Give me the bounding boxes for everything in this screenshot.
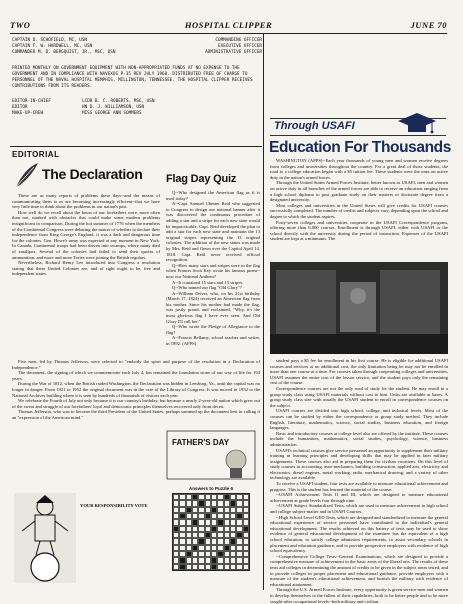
usafi-banner xyxy=(270,118,446,136)
paragraph: These are as many reports of problems these days--and the means of communicating them to us are becoming increasingly efficient--that we have very little time to think about the problems in our nation's past. xyxy=(12,193,160,210)
declaration-column xyxy=(12,193,160,358)
section-rule xyxy=(10,146,262,147)
crossword-cell xyxy=(243,564,249,570)
officer-name: CAPTAIN D. SCHOFIELD, MC, USN xyxy=(12,38,88,43)
paragraph: The document, the signing of which we commemorate each July 4, has remained the foundation stone of our way of life for 194 years. xyxy=(12,370,260,381)
column-divider xyxy=(263,34,264,590)
fathers-day-graphic xyxy=(166,430,256,480)
paragraph: Correspondence courses are not the only road of study for the student. He may enroll in a group study class using USAFI materials without cost to him. Units are available at bases. A group study class size with usually the USAFI student to enroll in correspondence courses on the subject. xyxy=(270,385,448,408)
usafi-banner-title: Through USAFI xyxy=(274,120,355,132)
officer-name: CAPTAIN F. W. HARDWELL, MC, USN xyxy=(12,44,93,49)
paragraph: --High School Level GED Tests, which are designed and standardized to measure the general educational experience of service personnel have contributed to the individual's general educational development. The results achieved on this battery of tests may be used to show evidence of general educational development of the examinee has the equivalent of a high school education, to satisfy college admission requirements, to assist secondary schools in placement and education guidance, and to provide prospective employers with evidence of high school equivalency. xyxy=(270,514,448,554)
officer-row xyxy=(12,50,262,56)
vote-cartoon xyxy=(14,493,76,583)
crossword-grid xyxy=(172,493,250,571)
paragraph: To receive a USAFI student, four tests are available to measure educational achievement and progress. This is the student has learned the material of the course. xyxy=(270,481,448,492)
page-header xyxy=(10,20,447,32)
paragraph: During the War of 1812, when the British raided Washington, the Declaration was hidden in Leesburg, Va., until the capital was no longer in danger. From 1921 to 1952 the original document was in the care of the Library of Congress. It was moved in 1952 to the National Archives building where it is seen by hundreds of thousands of visitors each year. xyxy=(12,381,260,398)
newspaper-title: HOSPITAL CLIPPER xyxy=(184,20,273,30)
quiz-item: Q--Who wrote the Pledge of Allegiance to the flag? xyxy=(166,324,260,335)
paragraph: --Comprehensive College Tests--General Examinations, which are designed to provide a comprehensive measure of achievement in the basic areas of the liberal arts. The results of these tests aid colleges in determining the amount of credits to be given in the subject areas tested, and to provide colleges in proper placement and educational guidance, provide employers with a measure of the student's educational achievement, and furnish the military with evidence of educational attainment. xyxy=(270,553,448,587)
officer-role: COMMANDING OFFICER xyxy=(215,38,262,43)
paragraph: USAFI courses are divided into high school, college, and technical levels. Most of the courses can be studied by either the correspondence or group study method. They include English, literature, mathematics, science, social studies, business education, and foreign languages. xyxy=(270,408,448,431)
usafi-headline: Education For Thousands xyxy=(269,139,451,156)
paragraph: How well do we recall about the hours of our forefathers were, more often than not, marked with obstacles that could make some modern problems insignificant in comparison. During the hot summer of 1776 when the members of the Continental Congress were debating the matter of whether to declare their independence from King George's England, it was a dark and dangerous time for the colonies. Gen. Howe's army was expected at any moment in New York. In Canada, Continental troops had been driven into swamps, where many died of smallpox. Several of the colonies had failed to send their quotas of ammunition, and more and more Tories were joining the British regulars. xyxy=(12,209,160,260)
staff-row xyxy=(12,111,262,117)
quiz-item: Q--How many stars and stripes were in the flag when Francis Scott Key wrote his famous poem--now our National Anthem? xyxy=(166,262,260,279)
quiz-item: A--William Driver, who, on his 21st birthday (March 17, 1824) received an American flag from his mother. Since his mother had made the flag, was justly proud, and exclaimed, "Why, it's the most glorious flag I have ever seen. And Old Glory I'll call her." xyxy=(166,290,260,324)
cartoon-caption: YOUR RESPONSIBILITY VOTE xyxy=(80,503,148,508)
paragraph: Forty-seven colleges and universities cooperate in the USAFI Correspondence program, offering more than 6,000 courses. Enrollment is through USAFI, either with USAFI or the school directly with the university during the period of instruction. Expenses of the USAFI student are kept at a minimum. The xyxy=(270,219,448,242)
paragraph: Through the United States Armed Forces Institute, better known as USAFI, men and women on active duty in all branches of the armed forces are able to receive an education ranging from a high school diploma to post graduate study on their masters or doctorate degree from a designated university. xyxy=(270,180,448,203)
editorial-label: EDITORIAL xyxy=(12,150,60,159)
quiz-item: A--It contained 15 stars and 15 stripes. xyxy=(172,279,244,285)
flag-day-quiz xyxy=(166,190,260,425)
paragraph: Basic and introductory courses at college level also are offered by the institute. These courses include the humanities, mathematics, social studies, psychology, science, business administration. xyxy=(270,430,448,447)
paragraph: Five men, led by Thomas Jefferson, were selected to "embody the spirit and purpose of the resolution in a Declaration of Independence." xyxy=(12,359,260,370)
header-rule xyxy=(10,33,447,34)
paragraph: Nevertheless, Richard Henry Lee introduced into Congress a resolution stating that these United Colonies are, and of right ought to be, free and independent states. xyxy=(12,260,160,277)
staff-name: HN D. J. WILLIAMSON, USN xyxy=(82,105,145,110)
staff-title: EDITOR xyxy=(12,105,28,110)
quiz-item: A--Capt. Samuel Chester Reid who suggested to Congress to design our national banner after it was discovered the continuous procedure of adding a star and a stripe for each new state would be impracticable. Capt. Reid developed the plan to add a star for each new state and maintain the 13 original stripes representing the 13 original colonies. The addition of the new states was made by Mrs. Reid and flown over the Capitol April 14, 1818. Capt. Reid never received official recognition. xyxy=(166,201,260,263)
printing-notice: PRINTED MONTHLY ON GOVERNMENT EQUIPMENT WITH NON-APPROPRIATED FUNDS AT NO EXPENSE TO THE GOVERNMENT AND IN COMPLIANCE WITH NAVEXOS P-35 REV JULY 1960. DISTRIBUTED FREE OF CHARGE TO PERSONNEL OF THE NAVAL HOSPITAL MEMPHIS, MILLINGTON, TENNESSEE. THE HOSPITAL CLIPPER RECEIVES CONTRIBUTIONS FROM ITS READERS. xyxy=(12,66,253,89)
mortarboard-logo-icon xyxy=(394,111,440,135)
page-number: TWO xyxy=(10,20,31,30)
officer-name: COMMANDER M. D. BERGQUIST, JR., MSC, USN xyxy=(12,50,116,55)
declaration-title-banner xyxy=(12,161,160,189)
paragraph: student pays a $5 fee for enrollment in his first course. He is eligible for additional USAFI courses and services at no additional cost, the only limitation being he may not be enrolled in more than one course at a time. For courses taken through cooperating colleges and universities, USAFI assumes the entire cost of the lesson service, and the student pays only the remaining cost of the course. xyxy=(270,358,448,386)
paragraph: --USAFI Achievement Tests II and III, which are designed to measure educational achievement at grade levels four through nine. xyxy=(270,492,448,503)
staff-name: MISS GEORGE ANN SOMMERS xyxy=(82,111,142,116)
paragraph: We celebrate the Fourth of July not only because it is our country's birthday, but because a nearly 2-year-old nation which grew out of the sweat and struggle of our forefathers' loyal and democratic principles themselves recovered only from deceit. xyxy=(12,398,260,409)
declaration-title: The Declaration xyxy=(42,166,143,182)
fathers-day-label: FATHER'S DAY xyxy=(172,438,230,447)
puzzle-answers xyxy=(166,486,256,582)
paragraph: Thomas Jefferson, who was to become the third President of the United States, perhaps summed up the document best in calling it an "expression of the American mind." xyxy=(12,409,260,420)
usafi-body xyxy=(270,358,448,604)
flag-day-quiz-title: Flag Day Quiz xyxy=(166,173,237,185)
paragraph: --USAFI Subject Standardized Tests, which are used to measure achievement in high school and college subject-matter and in USAFI Courses. xyxy=(270,503,448,515)
officer-role: ADMINISTRATIVE OFFICER xyxy=(205,50,262,55)
quiz-item: A--Francis Bellamy, school teacher and writer, in 1892. (AFPS) xyxy=(166,335,260,347)
puzzle-answers-caption: Answers to Puzzle 6 xyxy=(188,486,234,491)
paragraph: USAFI's technical courses give service personnel an opportunity to supplement their military training in learning principles and developing skills that may be applied in later military assignments. These courses also aid in preparing them for civilian vocations. On this level of study courses in accounting, auto-mechanics, building construction, applied arts, electricity and electronics, diesel engines, metal working, radio, mechanical drawing, and a variety of other technology are available. xyxy=(270,447,448,481)
paragraph: Through the U.S. Armed Forces Institute, every opportunity is given service men and women to develop themselves to the fullest of their capabilities, both to be better people and to be more sought-after occupational levels--both military and civilian. xyxy=(270,587,448,604)
officers-list xyxy=(12,38,262,56)
usafi-photo xyxy=(270,262,448,354)
staff-title: MAKE-UP-CREW xyxy=(12,111,44,116)
quiz-item: Q--Who named our flag "Old Glory"? xyxy=(172,285,242,291)
paragraph: Most colleges and universities in the United States will give credits for USAFI courses successfully completed. The number of credits and subjects vary, depending upon the school and degree to which the student aspires. xyxy=(270,202,448,219)
paragraph: WASHINGTON (AFPS)--Each year thousands of young men and women receive degrees from colleges and universities throughout the country. For a great deal of those students, the road to a college education began with a $5 tuition fee. These students were the ones on active duty in the nation's armed forces. xyxy=(270,158,448,180)
quiz-item: Q--Who designed the American flag as it is used today? xyxy=(166,190,260,201)
officer-role: EXECUTIVE OFFICER xyxy=(218,44,262,49)
issue-date: JUNE 70 xyxy=(410,20,447,30)
usafi-intro xyxy=(270,158,448,258)
staff-list xyxy=(12,99,262,117)
staff-title: EDITOR-IN-CHIEF xyxy=(12,99,51,104)
staff-name: LCDR B. C. ROBERTS, MSC, USN xyxy=(82,99,155,104)
